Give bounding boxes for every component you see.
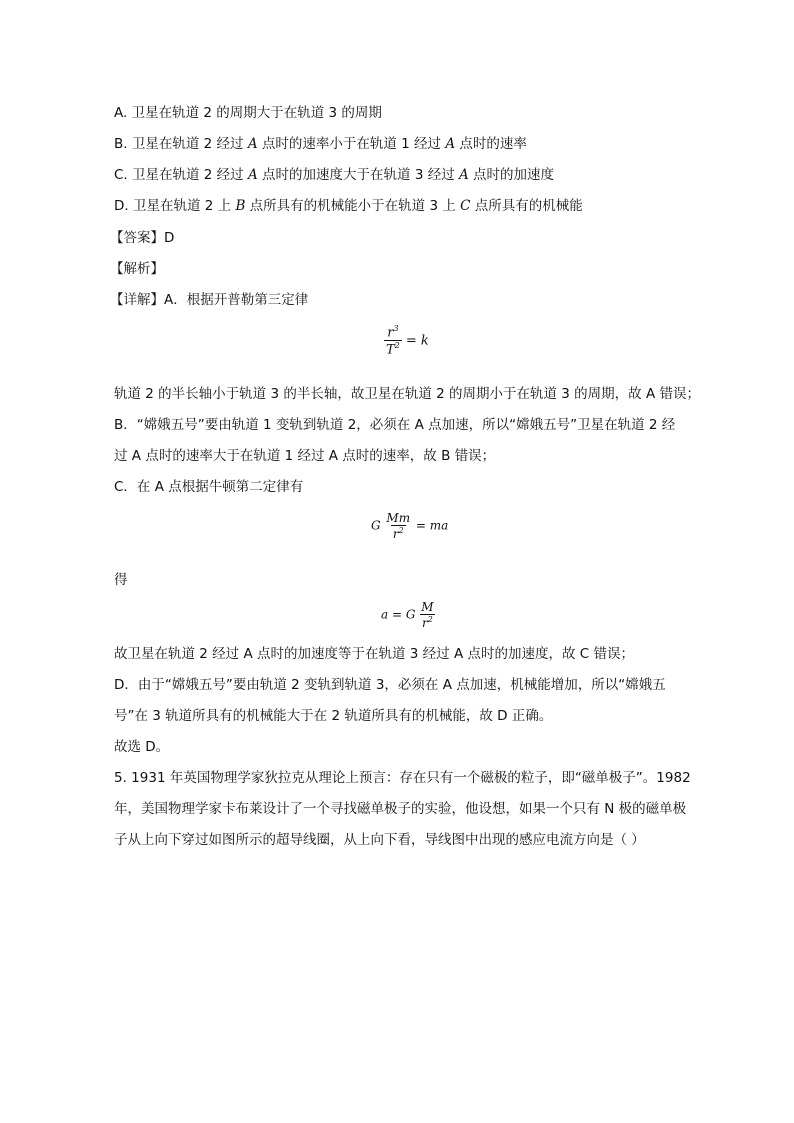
option-b-var2: A: [445, 136, 456, 152]
formula-newton-den: r: [392, 527, 399, 541]
option-d-var1: B: [235, 198, 246, 214]
option-c-text: C. 卫星在轨道 2 经过: [114, 167, 248, 183]
formula-kepler-fraction: [384, 324, 402, 358]
answer-label: 【答案】: [110, 230, 164, 246]
formula-accel-lhs: a = G: [381, 607, 416, 622]
option-d: [114, 197, 583, 215]
option-b: [114, 135, 527, 153]
option-a-text: A. 卫星在轨道 2 的周期大于在轨道 3 的周期: [114, 105, 382, 121]
formula-newton-rhs: = ma: [415, 518, 449, 533]
formula-newton-coef: G: [371, 518, 381, 533]
detail-de: 得: [114, 572, 128, 588]
formula-kepler-den-exp: 2: [394, 341, 400, 351]
formula-accel-den-exp: 2: [427, 615, 433, 624]
option-b-text-mid: 点时的速率小于在轨道 1 经过: [257, 136, 446, 152]
formula-newton-fraction: [384, 511, 412, 541]
formula-kepler-den: T: [386, 342, 395, 358]
formula-kepler-num-exp: 3: [393, 324, 399, 333]
detail-a-conclusion: 轨道 2 的半长轴小于轨道 3 的半长轴，故卫星在轨道 2 的周期小于在轨道 3 的周期，故 A 错误；: [114, 386, 701, 402]
option-c: [114, 166, 554, 184]
option-c-text-mid: 点时的加速度大于在轨道 3 经过: [257, 167, 459, 183]
option-c-text-end: 点时的加速度: [468, 167, 555, 183]
option-c-var1: A: [247, 167, 258, 183]
formula-newton: [371, 511, 448, 541]
detail-c-conclusion: 故卫星在轨道 2 经过 A 点时的加速度等于在轨道 3 经过 A 点时的加速度，故 C 错误；: [114, 646, 634, 662]
answer-line: [110, 229, 174, 247]
detail-d-line1: D．由于“嫦娥五号”要由轨道 2 变轨到轨道 3，必须在 A 点加速，机械能增加，所以“嫦娥五: [114, 677, 666, 693]
formula-kepler: [384, 324, 429, 358]
option-b-text-end: 点时的速率: [455, 136, 527, 152]
question5-line1: 5. 1931 年英国物理学家狄拉克从理论上预言：存在只有一个磁极的粒子，即“磁单极子”。1982: [114, 770, 691, 786]
option-d-var2: C: [460, 198, 471, 214]
formula-accel: [381, 600, 436, 630]
formula-kepler-num: r: [387, 325, 394, 341]
option-a: [114, 104, 382, 122]
answer-value: D: [164, 230, 175, 246]
detail-d-line2: 号”在 3 轨道所具有的机械能大于在 2 轨道所具有的机械能，故 D 正确。: [114, 708, 553, 724]
formula-accel-fraction: [419, 600, 435, 630]
option-b-text: B. 卫星在轨道 2 经过: [114, 136, 248, 152]
formula-accel-num: M: [421, 600, 434, 614]
option-d-text-mid: 点所具有的机械能小于在轨道 3 上: [245, 198, 461, 214]
formula-kepler-rhs: = k: [405, 333, 429, 349]
option-b-var1: A: [247, 136, 258, 152]
detail-choice: 故选 D。: [114, 739, 170, 755]
option-d-text: D. 卫星在轨道 2 上: [114, 198, 236, 214]
option-c-var2: A: [459, 167, 469, 183]
formula-newton-num: Mm: [386, 511, 411, 525]
detail-b-line1: B．“嫦娥五号”要由轨道 1 变轨到轨道 2，必须在 A 点加速，所以“嫦娥五号”卫星在轨道 2 经: [114, 417, 676, 433]
detail-b-line2: 过 A 点时的速率大于在轨道 1 经过 A 点时的速率，故 B 错误；: [114, 448, 496, 464]
analysis-label: 【解析】: [110, 261, 164, 277]
option-d-text-end: 点所具有的机械能: [470, 198, 583, 214]
detail-c-intro: C．在 A 点根据牛顿第二定律有: [114, 479, 304, 495]
question5-line2: 年，美国物理学家卡布莱设计了一个寻找磁单极子的实验，他设想，如果一个只有 N 极的磁单极: [114, 801, 687, 817]
detail-intro: 【详解】A．根据开普勒第三定律: [110, 292, 309, 308]
question5-line3: 子从上向下穿过如图所示的超导线圈，从上向下看，导线图中出现的感应电流方向是（ ）: [114, 832, 645, 848]
formula-accel-den: r: [421, 616, 428, 630]
formula-newton-den-exp: 2: [398, 526, 404, 535]
